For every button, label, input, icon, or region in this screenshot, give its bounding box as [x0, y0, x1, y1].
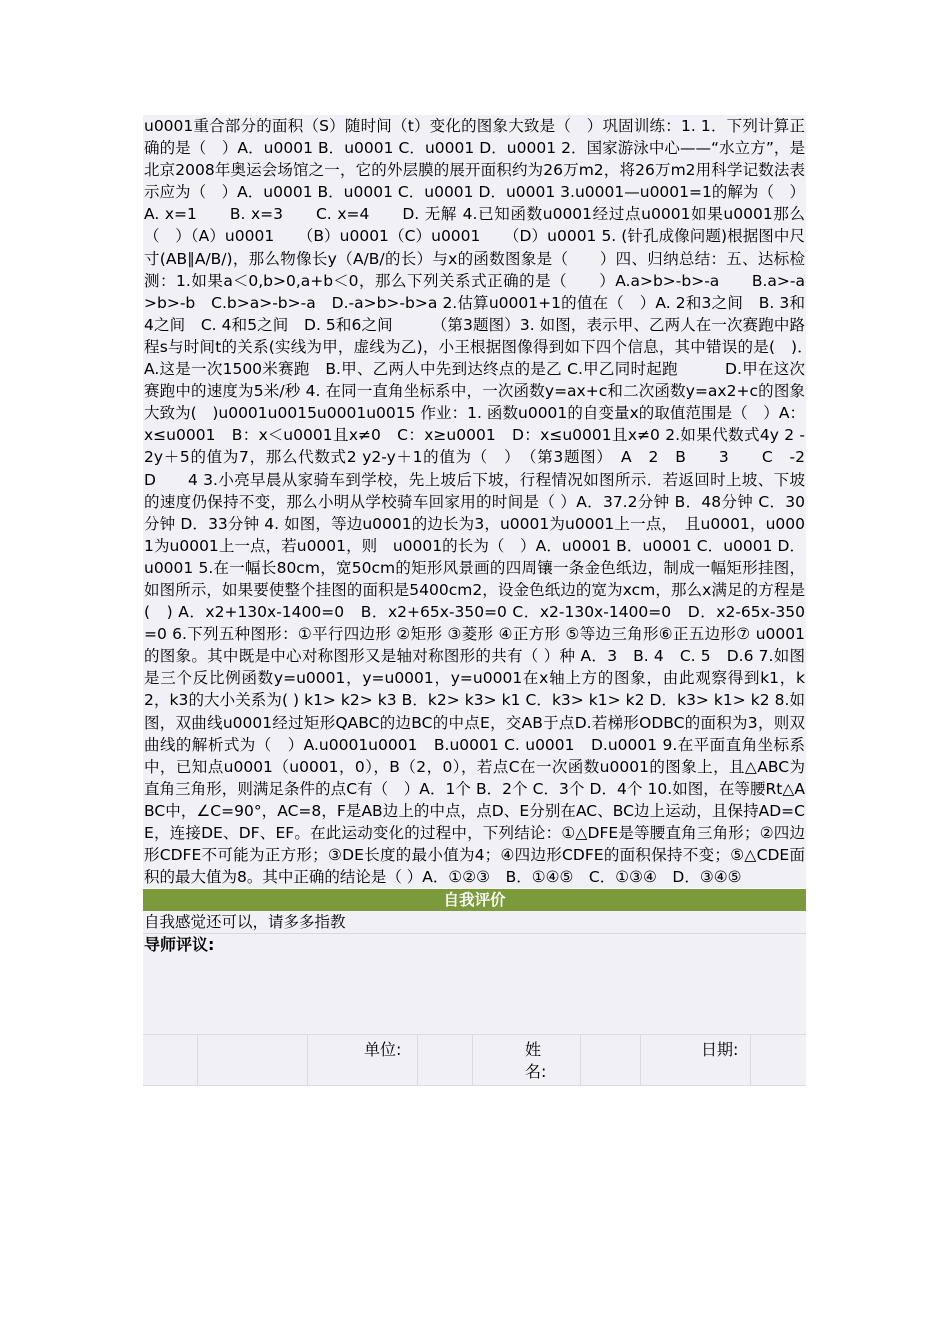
mentor-comment-box [143, 934, 806, 1034]
exercise-body-text: u0001重合部分的面积（S）随时间（t）变化的图象大致是（ ）巩固训练：1. 1．下列计算正确的是（ ）A．u0001 B．u0001 C．u0001 D．u0001 2．国家游泳中心——“水立方”，是北京2008年奥运会场馆之一，它的外层膜的展开面积约为26万m2，将26万m2用科学记数法表示应为（ ）A．u0001 B．u0001 C．u0001 D．u0001 3.u0001—u0001=1的解为（ ）A. x=1 B. x=3 C. x=4 D. 无解 4.已知函数u0001经过点u0001如果u0001那么（ ）（A）u0001 （B）u0001（C）u0001 （D）u0001 5. (针孔成像问题)根据图中尺寸(AB∥A/B/)，那么物像长y（A/B/的长）与x的函数图象是（ ）四、归纳总结：五、达标检测：1.如果a＜0,b>0,a+b＜0，那么下列关系式正确的是（ ）A.a>b>-b>-a B.a>-a>b>-b C.b>a>-b>-a D.-a>b>-b>a 2.估算u0001+1的值在（ ）A. 2和3之间 B. 3和4之间 C. 4和5之间 D. 5和6之间 （第3题图）3. 如图，表示甲、乙两人在一次赛跑中路程s与时间t的关系(实线为甲，虚线为乙)，小王根据图像得到如下四个信息，其中错误的是( )． A.这是一次1500米赛跑 B.甲、乙两人中先到达终点的是乙 C.甲乙同时起跑 D.甲在这次赛跑中的速度为5米/秒 4. 在同一直角坐标系中，一次函数y=ax+c和二次函数y=ax2+c的图象大致为( )u0001u0015u0001u0015 作业：1. 函数u0001的自变量x的取值范围是（ ）A：x≤u0001 B：x＜u0001且x≠0 C：x≥u0001 D：x≤u0001且x≠0 2.如果代数式4y 2 -2y＋5的值为7，那么代数式2 y2-y＋1的值为（ ） （第3题图） A 2 B 3 C -2 D 4 3.小亮早晨从家骑车到学校，先上坡后下坡，行程情况如图所示．若返回时上坡、下坡的速度仍保持不变，那么小明从学校骑车回家用的时间是（ ）A．37.2分钟 B．48分钟 C．30分钟 D．33分钟 4. 如图，等边u0001的边长为3，u0001为u0001上一点， 且u0001，u0001为u0001上一点，若u0001，则 u0001的长为（ ）A．u0001 B．u0001 C．u0001 D．u0001 5.在一幅长80cm，宽50cm的矩形风景画的四周镶一条金色纸边，制成一幅矩形挂图，如图所示，如果要使整个挂图的面积是5400cm2，设金色纸边的宽为xcm，那么x满足的方程是( ) A．x2+130x-1400=0 B．x2+65x-350=0 C．x2-130x-1400=0 D．x2-65x-350=0 6.下列五种图形：①平行四边形 ②矩形 ③菱形 ④正方形 ⑤等边三角形⑥正五边形⑦ u0001的图象。其中既是中心对称图形又是轴对称图形的共有（ ）种 A．3 B. 4 C. 5 D.6 7.如图是三个反比例函数y=u0001，y=u0001，y=u0001在x轴上方的图象，由此观察得到k1，k2，k3的大小关系为( ) k1> k2> k3 B．k2> k3> k1 C．k3> k1> k2 D．k3> k1> k2 8.如图，双曲线u0001经过矩形QABC的边BC的中点E，交AB于点D.若梯形ODBC的面积为3，则双曲线的解析式为（ ）A.u0001u0001 B.u0001 C. u0001 D.u0001 9.在平面直角坐标系中，已知点u0001（u0001，0），B（2，0），若点C在一次函数u0001的图象上，且△ABC为直角三角形，则满足条件的点C有（ ）A．1个 B．2个 C．3个 D．4个 10.如图，在等腰Rt△ABC中，∠C=90°，AC=8，F是AB边上的中点，点D、E分别在AC、BC边上运动，且保持AD=CE，连接DE、DF、EF。在此运动变化的过程中，下列结论：①△DFE是等腰直角三角形；②四边形CDFE不可能为正方形；③DE长度的最小值为4；④四边形CDFE的面积保持不变；⑤△CDE面积的最大值为8。其中正确的结论是（ ）A．①②③ B．①④⑤ C．①③④ D．③④⑤ [143, 115, 806, 888]
unit-label: 单位: [364, 1040, 402, 1060]
name-value-cell [581, 1035, 641, 1085]
name-label-cell [473, 1035, 581, 1085]
date-label: 日期: [701, 1040, 739, 1060]
unit-label-cell [308, 1035, 418, 1085]
document-page [143, 115, 837, 1086]
date-value-cell [751, 1035, 806, 1085]
date-label-cell [641, 1035, 751, 1085]
signature-cell-blank [198, 1035, 308, 1085]
mentor-comment-label: 导师评议: [144, 935, 215, 955]
self-evaluation-text: 自我感觉还可以，请多多指教 [143, 911, 806, 934]
signature-row [143, 1034, 806, 1086]
unit-value-cell [418, 1035, 473, 1085]
name-label: 姓名: [525, 1040, 547, 1082]
signature-cell-blank [143, 1035, 198, 1085]
self-evaluation-header: 自我评价 [143, 889, 806, 911]
